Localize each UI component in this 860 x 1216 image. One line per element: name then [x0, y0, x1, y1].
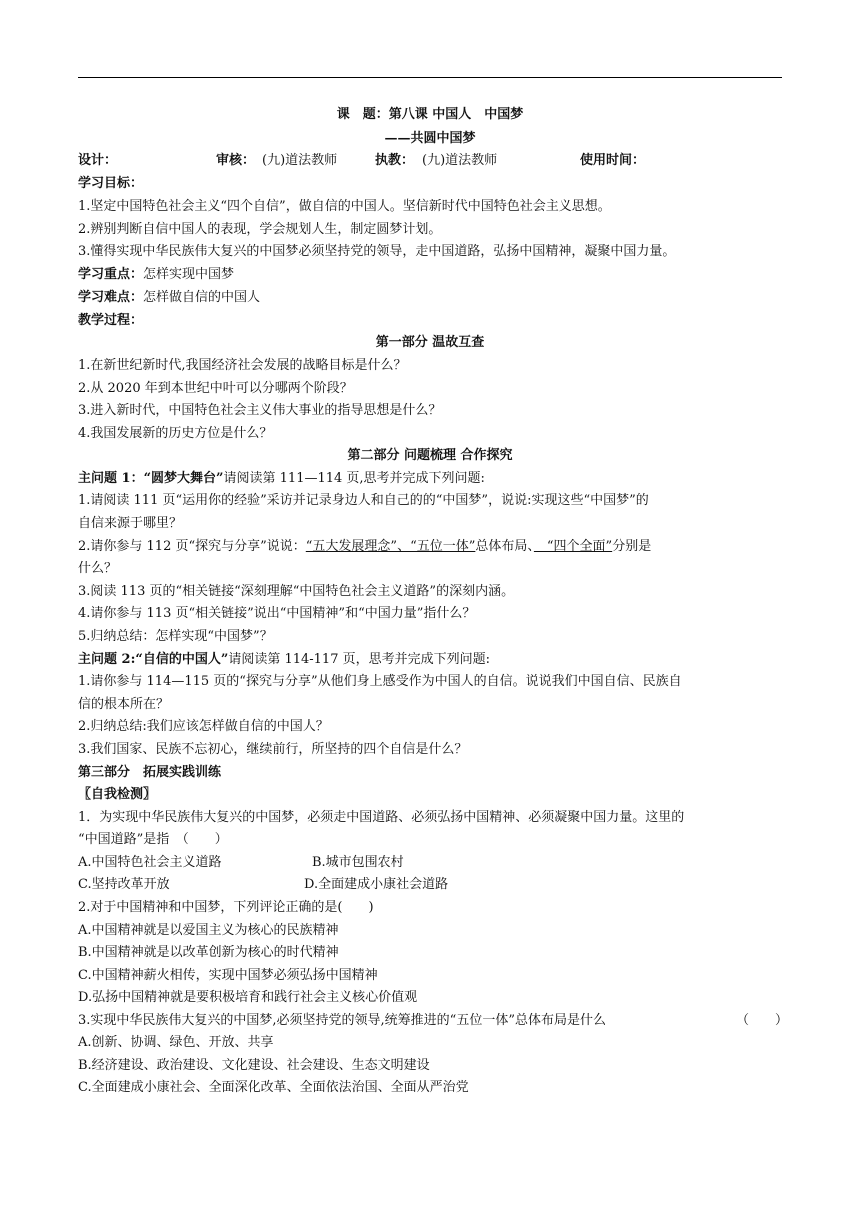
main-question-2 — [78, 651, 490, 669]
question-item — [78, 538, 651, 556]
teach-value: (九)道法教师 — [422, 153, 498, 168]
quiz-question: 1．为实现中华民族伟大复兴的中国梦，必须走中国道路、必须弘扬中国精神、必须凝聚中国力量。这里的 — [78, 810, 685, 825]
quiz-option: A.中国精神就是以爱国主义为核心的民族精神 — [78, 923, 339, 938]
question-item: 3.我们国家、民族不忘初心，继续前行，所坚持的四个自信是什么？ — [78, 742, 468, 757]
question-item: 4.请你参与 113 页“相关链接”说出“中国精神”和“中国力量”指什么？ — [78, 606, 476, 621]
question-text: 2.请你参与 112 页“探究与分享”说说： — [78, 539, 306, 554]
review-question: 1.在新世纪新时代,我国经济社会发展的战略目标是什么？ — [78, 358, 407, 373]
main-question-1 — [78, 470, 485, 488]
objective-item: 1.坚定中国特色社会主义“四个自信”，做自信的中国人。坚信新时代中国特色社会主义思想。 — [78, 199, 611, 214]
process-heading: 教学过程： — [78, 313, 144, 328]
review-question: 4.我国发展新的历史方位是什么？ — [78, 426, 273, 441]
quiz-option: C.全面建成小康社会、全面深化改革、全面依法治国、全面从严治党 — [78, 1080, 469, 1095]
review-question: 3.进入新时代，中国特色社会主义伟大事业的指导思想是什么？ — [78, 403, 442, 418]
quiz-option: B.经济建设、政治建设、文化建设、社会建设、生态文明建设 — [78, 1058, 430, 1073]
underlined-term: “五大发展理念”、“五位一体” — [305, 539, 476, 554]
lesson-subtitle: ——共圆中国梦 — [384, 131, 476, 146]
part1-heading: 第一部分 温故互查 — [375, 335, 485, 350]
part2-heading: 第二部分 问题梳理 合作探究 — [347, 448, 513, 463]
time-label: 使用时间： — [580, 153, 646, 168]
quiz-question-text: 3.实现中华民族伟大复兴的中国梦,必须坚持党的领导,统筹推进的“五位一体”总体布局是什么 — [78, 1013, 606, 1028]
objective-item: 3.懂得实现中华民族伟大复兴的中国梦必须坚持党的领导，走中国道路，弘扬中国精神，凝聚中国力量。 — [78, 244, 676, 259]
quiz-option: B.城市包围农村 — [312, 855, 404, 870]
objectives-heading: 学习目标： — [78, 176, 144, 191]
quiz-option: C.中国精神薪火相传，实现中国梦必须弘扬中国精神 — [78, 968, 378, 983]
main-question-2-intro: 请阅读第 114-117 页，思考并完成下列问题: — [228, 652, 490, 667]
design-label: 设计： — [78, 153, 118, 168]
teach-label: 执教： — [375, 153, 415, 168]
review-label: 审核： — [216, 153, 256, 168]
question-item: 5.归纳总结：怎样实现“中国梦”？ — [78, 629, 273, 644]
key-point-text: 怎样实现中国梦 — [143, 267, 235, 282]
quiz-option: C.坚持改革开放 — [78, 877, 170, 892]
question-item: 1.请你参与 114—115 页的“探究与分享”从他们身上感受作为中国人的自信。说说我们中国自信、民族自 — [78, 674, 682, 689]
quiz-question: 2.对于中国精神和中国梦，下列评论正确的是( ) — [78, 900, 374, 915]
main-question-2-title: 主问题 2:“自信的中国人” — [78, 652, 229, 667]
self-check-heading: 〖自我检测〗 — [78, 787, 157, 802]
difficulty-label: 学习难点： — [78, 290, 144, 305]
lesson-title: 课 题：第八课 中国人 中国梦 — [336, 107, 524, 122]
header-rule — [78, 77, 782, 78]
key-point-label: 学习重点： — [78, 267, 144, 282]
underlined-term: “四个全面” — [533, 539, 613, 554]
answer-paren: （ ） — [736, 1013, 789, 1028]
difficulty-text: 怎样做自信的中国人 — [143, 290, 261, 305]
part3-heading: 第三部分 拓展实践训练 — [78, 765, 222, 780]
question-item: 2.归纳总结:我们应该怎样做自信的中国人？ — [78, 719, 329, 734]
quiz-option: B.中国精神就是以改革创新为核心的时代精神 — [78, 945, 339, 960]
quiz-option: D.弘扬中国精神就是要积极培育和践行社会主义核心价值观 — [78, 990, 418, 1005]
question-item-cont: 什么？ — [78, 561, 118, 576]
quiz-question-cont: “中国道路”是指 （ ） — [78, 832, 228, 847]
quiz-option: A.创新、协调、绿色、开放、共享 — [78, 1035, 274, 1050]
main-question-1-intro: 请阅读第 111—114 页,思考并完成下列问题: — [223, 471, 485, 486]
review-value: (九)道法教师 — [262, 153, 338, 168]
question-item: 3.阅读 113 页的“相关链接“深刻理解“中国特色社会主义道路”的深刻内涵。 — [78, 584, 515, 599]
difficulty — [78, 289, 260, 307]
quiz-option: D.全面建成小康社会道路 — [304, 877, 449, 892]
question-item-cont: 信的根本所在？ — [78, 697, 170, 712]
question-item: 1.请阅读 111 页“运用你的经验”采访并记录身边人和自己的的“中国梦”，说说:实现这些“中国梦”的 — [78, 493, 649, 508]
review-question: 2.从 2020 年到本世纪中叶可以分哪两个阶段？ — [78, 381, 353, 396]
question-text: 分别是 — [612, 539, 652, 554]
question-item-cont: 自信来源于哪里？ — [78, 516, 183, 531]
key-point — [78, 266, 234, 284]
quiz-option: A.中国特色社会主义道路 — [78, 855, 222, 870]
quiz-question — [78, 1012, 789, 1030]
main-question-1-title: 主问题 1：“圆梦大舞台” — [78, 471, 224, 486]
question-text: 总体布局、 — [475, 539, 534, 554]
objective-item: 2.辨别判断自信中国人的表现，学会规划人生，制定圆梦计划。 — [78, 222, 442, 237]
